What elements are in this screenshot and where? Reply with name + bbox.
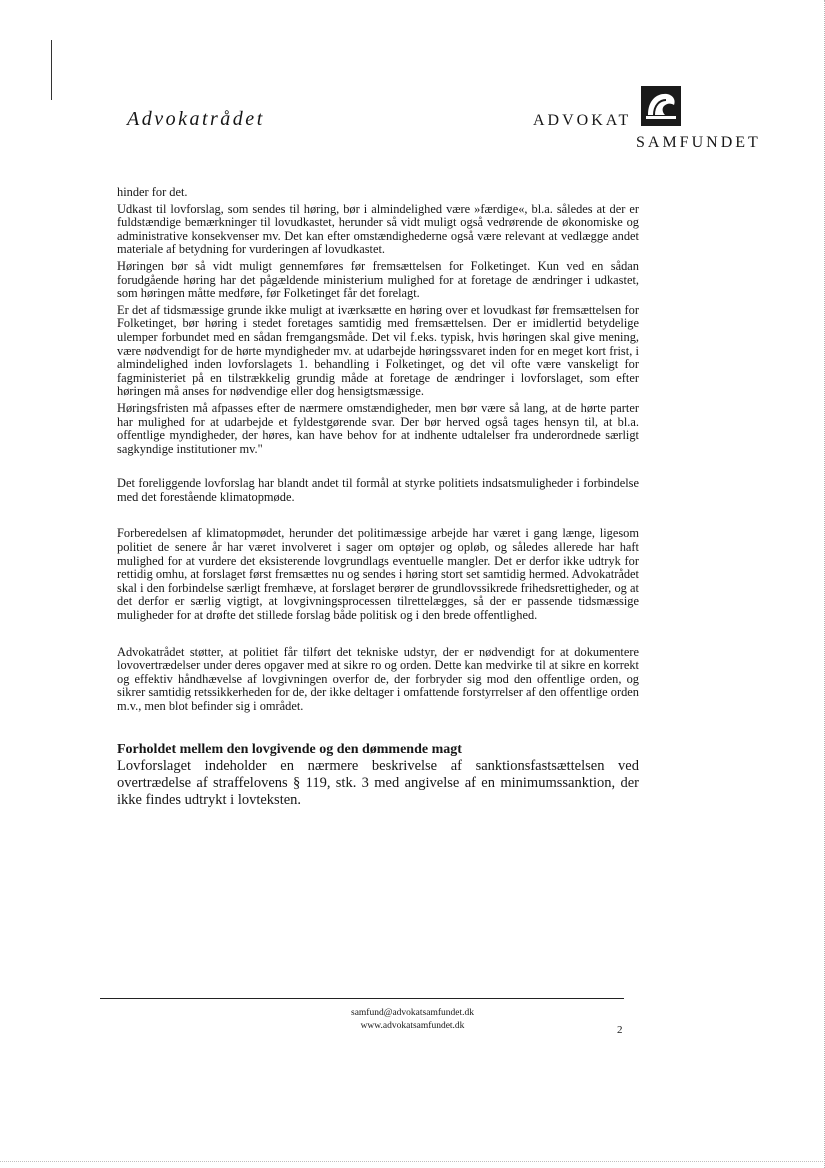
logo-text-top: ADVOKAT xyxy=(533,112,632,129)
letter-body xyxy=(117,186,639,809)
paragraph: Lovforslaget indeholder en nærmere beskrivelse af sanktionsfastsættelsen ved overtrædelse af straffelovens § 119, stk. 3 med angivelse af en minimumssanktion, der ikke findes udtrykt i lovteksten. xyxy=(117,757,639,808)
header-title: Advokatrådet xyxy=(127,108,265,130)
paragraph: hinder for det. xyxy=(117,185,188,199)
footer-email: samfund@advokatsamfundet.dk xyxy=(351,1008,474,1018)
helmet-logo-icon xyxy=(640,85,682,127)
page-number: 2 xyxy=(617,1024,623,1036)
section-heading: Forholdet mellem den lovgivende og den dømmende magt xyxy=(117,741,462,757)
footer-rule xyxy=(100,998,624,999)
paragraph: Advokatrådet støtter, at politiet får tilført det tekniske udstyr, der er nødvendigt for at dokumentere lovovertrædelser under deres opgaver med at sikre ro og orden. Dette kan medvirke til at sikre en korrekt og effektiv håndhævelse af lovgivningen overfor de, der forbryder sig mod den offentlige orden, og sikrer samtidig retssikkerheden for de, der ikke deltager i omfattende forstyrrelser af den offentlige orden m.v., men blot befinder sig i området. xyxy=(117,644,639,713)
paragraph: Det foreliggende lovforslag har blandt andet til formål at styrke politiets indsatsmuligheder i forbindelse med det forestående klimatopmøde. xyxy=(117,476,639,504)
paragraph: Forberedelsen af klimatopmødet, herunder det politimæssige arbejde har været i gang længe, ligesom politiet de senere år har været involveret i sager om optøjer og opløb, og således allerede har haft mulighed for at vurdere det eksisterende lovgrundlags eventuelle mangler. Det er derfor ikke udtryk for rettidig omhu, at forslaget først fremsættes nu og sendes i høring stort set samtidig hermed. Advokatrådet skal i den forbindelse særligt fremhæve, at forslaget berører de grundlovssikrede frihedsrettigheder, og at det derfor er særlig vigtigt, at lovgivningsprocessen tilrettelægges, så der er passende tidsmæssige muligheder for at drøfte det stillede forslag både politisk og i den brede offentlighed. xyxy=(117,526,639,623)
paragraph: Høringsfristen må afpasses efter de nærmere omstændigheder, men bør være så lang, at de hørte parter har mulighed for at udarbejde et fyldestgørende svar. Der bør herved også tages hensyn til, at bl.a. offentlige myndigheder, der høres, kan have behov for at indhente udtalelser fra underordnede særligt sagkyndige institutioner mv." xyxy=(117,400,639,456)
paragraph: Udkast til lovforslag, som sendes til høring, bør i almindelighed være »færdige«, bl.a. således at der er fuldstændige bemærkninger til lovudkastet, herunder så vidt muligt også vedrørende de økonomiske og administrative konsekvenser mv. Det kan efter omstændighederne også være relevant at vedlægge andet materiale af betydning for vurderingen af lovudkastet. xyxy=(117,201,639,257)
logo-text-bottom: SAMFUNDET xyxy=(636,134,761,151)
margin-mark xyxy=(51,40,52,100)
footer-website: www.advokatsamfundet.dk xyxy=(360,1021,465,1031)
paragraph: Høringen bør så vidt muligt gennemføres før fremsættelsen for Folketinget. Kun ved en sådan forudgående høring har det pågældende ministerium mulighed for at foretage de ændringer i udkastet, som høringen måtte medføre, før Folketinget får det forelagt. xyxy=(117,258,639,301)
paragraph: Er det af tidsmæssige grunde ikke muligt at iværksætte en høring over et lovudkast før fremsættelsen for Folketinget, bør høring i stedet foretages samtidig med fremsættelsen. Der er imidlertid betydelige ulemper forbundet med en sådan fremgangsmåde. Det vil f.eks. typisk, hvis høringen skal give mening, være nødvendigt for de hørte myndigheder mv. at udarbejde høringssvaret inden for en meget kort frist, i almindelighed inden lovforslagets 1. behandling i Folketinget, og det vil ofte være vanskeligt for fagministeriet på en tilstrækkelig grundig måde at foretage de ændringer i lovforslaget, som efter høringen må anses for nødvendige eller dog hensigtsmæssige. xyxy=(117,302,639,399)
scan-edge-bottom xyxy=(0,1160,825,1162)
